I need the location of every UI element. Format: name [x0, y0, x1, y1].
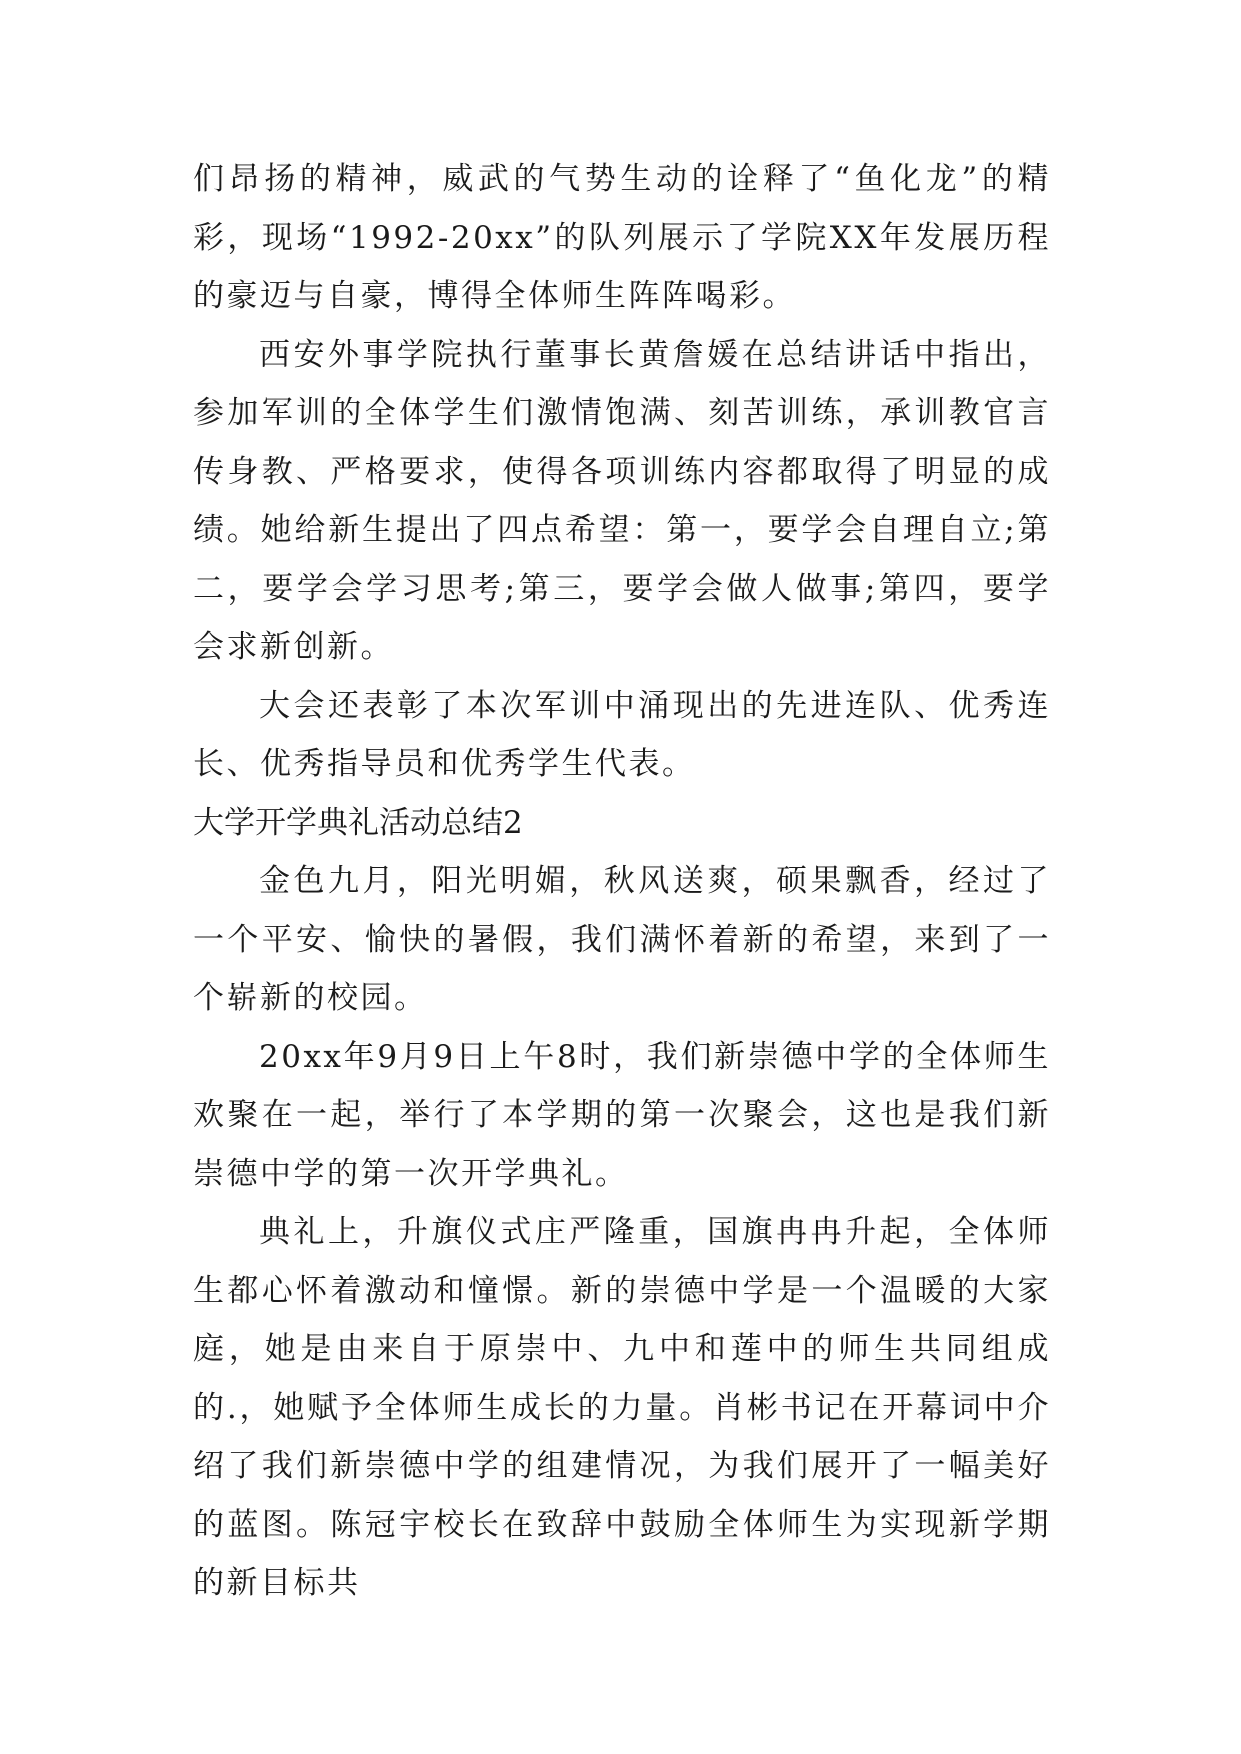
paragraph: 典礼上，升旗仪式庄严隆重，国旗冉冉升起，全体师生都心怀着激动和憧憬。新的崇德中学是一个温暖的大家庭，她是由来自于原崇中、九中和莲中的师生共同组成的.，她赋予全体师生成长的力量。肖彬书记在开幕词中介绍了我们新崇德中学的组建情况，为我们展开了一幅美好的蓝图。陈冠宇校长在致辞中鼓励全体师生为实现新学期的新目标共	[193, 1214, 1051, 1601]
section-heading: 大学开学典礼活动总结2	[193, 804, 523, 841]
paragraph: 金色九月，阳光明媚，秋风送爽，硕果飘香，经过了一个平安、愉快的暑假，我们满怀着新的希望，来到了一个崭新的校园。	[193, 863, 1051, 1016]
paragraph: 大会还表彰了本次军训中涌现出的先进连队、优秀连长、优秀指导员和优秀学生代表。	[193, 687, 1051, 782]
paragraph: 们昂扬的精神，威武的气势生动的诠释了“鱼化龙”的精彩，现场“1992-20xx”的队列展示了学院XX年发展历程的豪迈与自豪，博得全体师生阵阵喝彩。	[193, 161, 1051, 314]
document-page	[193, 150, 1051, 1613]
paragraph: 20xx年9月9日上午8时，我们新崇德中学的全体师生欢聚在一起，举行了本学期的第一次聚会，这也是我们新崇德中学的第一次开学典礼。	[193, 1038, 1051, 1192]
paragraph: 西安外事学院执行董事长黄詹媛在总结讲话中指出，参加军训的全体学生们激情饱满、刻苦训练，承训教官言传身教、严格要求，使得各项训练内容都取得了明显的成绩。她给新生提出了四点希望：第一，要学会自理自立;第二，要学会学习思考;第三，要学会做人做事;第四，要学会求新创新。	[193, 336, 1051, 665]
